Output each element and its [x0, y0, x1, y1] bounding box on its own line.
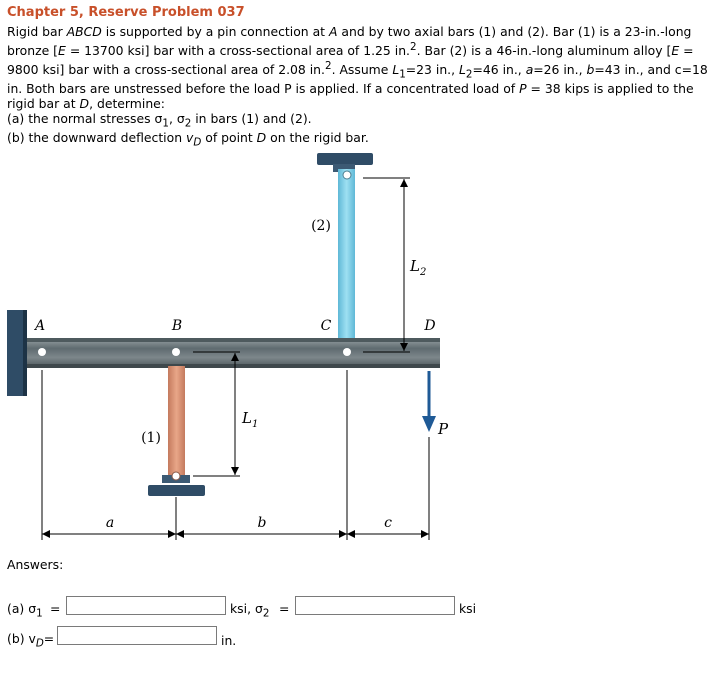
dim-arrow-l1-bottom — [231, 467, 239, 475]
text-run: of point — [201, 129, 257, 145]
bar-1-bottom-pin — [172, 472, 180, 480]
text-run: =23 in., — [405, 61, 459, 77]
text-run: P — [519, 81, 527, 97]
text-run: D — [79, 95, 90, 111]
rigid-bar-flange-bottom — [27, 364, 440, 368]
dim-arrow-a-left — [42, 530, 50, 538]
vd-input[interactable] — [57, 626, 217, 645]
label-p: P — [438, 420, 449, 438]
label-d: D — [424, 318, 436, 334]
text-run: =43 in., and c=18 in. Both bars are unstressed before the load P is applied. If a concentrated load of — [7, 61, 708, 97]
dim-arrow-c-right — [347, 530, 355, 538]
dim-arrow-b-left — [168, 530, 176, 538]
label-l1: $L_1$ — [242, 409, 259, 430]
text-run: , σ — [168, 110, 185, 126]
rigid-bar-abcd — [27, 338, 440, 368]
text-run: Rigid bar — [7, 24, 67, 39]
text-run: and by two axial bars (1) and (2). Bar (1) is a 23-in.-long bronze [ — [7, 24, 692, 58]
dim-arrow-d-right — [421, 530, 429, 538]
dim-arrow-l2-top — [400, 179, 408, 187]
text-run: (b) v — [7, 631, 36, 646]
load-arrow-head — [422, 416, 436, 432]
label-c: C — [320, 318, 332, 334]
text-run: =26 in., — [533, 61, 587, 77]
text-run: 1 — [399, 68, 406, 81]
answer-b-unit: in. — [221, 633, 237, 648]
label-dim-c: c — [384, 515, 392, 531]
text-run: 1 — [36, 607, 43, 620]
problem-figure — [0, 145, 728, 555]
bottom-support-b — [148, 485, 205, 496]
problem-title: Chapter 5, Reserve Problem 037 — [7, 5, 245, 20]
text-run: 2 — [184, 117, 192, 130]
label-l2: $L_2$ — [410, 257, 427, 278]
answer-a-unit: ksi — [459, 601, 477, 616]
text-run: ABCD — [66, 24, 102, 39]
text-run: = 38 kips is applied to the rigid bar at — [7, 81, 694, 111]
label-a: A — [34, 318, 46, 334]
label-b: B — [171, 318, 183, 334]
pin-c — [343, 348, 351, 356]
text-run: A — [328, 24, 338, 39]
sigma1-input[interactable] — [66, 596, 226, 615]
text-run: b — [586, 61, 595, 77]
text-run: (a) the normal stresses σ — [7, 110, 163, 126]
text-run: . Assume — [331, 61, 393, 77]
top-support-c — [317, 153, 373, 165]
text-run: 2 — [410, 40, 417, 53]
answer-a-eq: = — [50, 601, 61, 616]
bar-2 — [338, 169, 355, 341]
text-run: ksi, σ — [230, 601, 263, 616]
text-run: is supported by a pin connection at — [101, 24, 329, 39]
answer-a-prefix — [7, 601, 43, 619]
text-run: E — [58, 42, 66, 58]
label-bar-2: (2) — [311, 218, 331, 234]
text-run: in bars (1) and (2). — [191, 110, 312, 126]
text-run: 2 — [262, 607, 270, 620]
text-run: (b) the downward deflection — [7, 129, 186, 145]
sigma2-input[interactable] — [295, 596, 455, 615]
dim-arrow-c-left — [339, 530, 347, 538]
text-run: . Bar (2) is a 46-in.-long aluminum alloy [ — [416, 42, 672, 58]
rigid-bar-flange-top — [27, 338, 440, 342]
text-run: =46 in., — [472, 61, 526, 77]
answers-label: Answers: — [7, 557, 64, 572]
text-run: D — [193, 136, 202, 149]
text-run: D — [35, 637, 44, 650]
dim-arrow-b-right — [176, 530, 184, 538]
answer-a-unit-sigma2 — [230, 601, 269, 619]
text-run: on the rigid bar. — [266, 129, 369, 145]
text-run: a — [525, 61, 534, 77]
problem-statement — [7, 25, 721, 150]
text-run: = 13700 ksi] bar with a cross-sectional area of 1.25 in. — [65, 42, 410, 58]
answer-b-prefix — [7, 631, 54, 649]
bar-1 — [168, 366, 185, 483]
label-bar-1: (1) — [141, 430, 161, 446]
text-run: L — [392, 61, 400, 77]
label-dim-b: b — [257, 515, 267, 531]
bar-2-top-pin — [343, 171, 351, 179]
text-run: 2 — [324, 59, 332, 72]
text-run: (a) σ — [7, 601, 37, 616]
text-run: E — [671, 42, 680, 58]
pin-a — [38, 348, 46, 356]
text-run: 1 — [162, 117, 169, 130]
text-run: = — [43, 631, 55, 646]
text-run: L — [459, 61, 466, 77]
text-run: 2 — [465, 68, 473, 81]
text-run: = 9800 ksi] bar with a cross-sectional area of 2.08 in. — [7, 42, 694, 77]
text-run: D — [256, 129, 267, 145]
wall-support-a-edge — [23, 310, 27, 396]
text-run: v — [186, 129, 194, 145]
pin-b — [172, 348, 180, 356]
answer-a-eq2: = — [279, 601, 290, 616]
label-dim-a: a — [105, 515, 115, 531]
text-run: , determine: — [89, 95, 165, 111]
